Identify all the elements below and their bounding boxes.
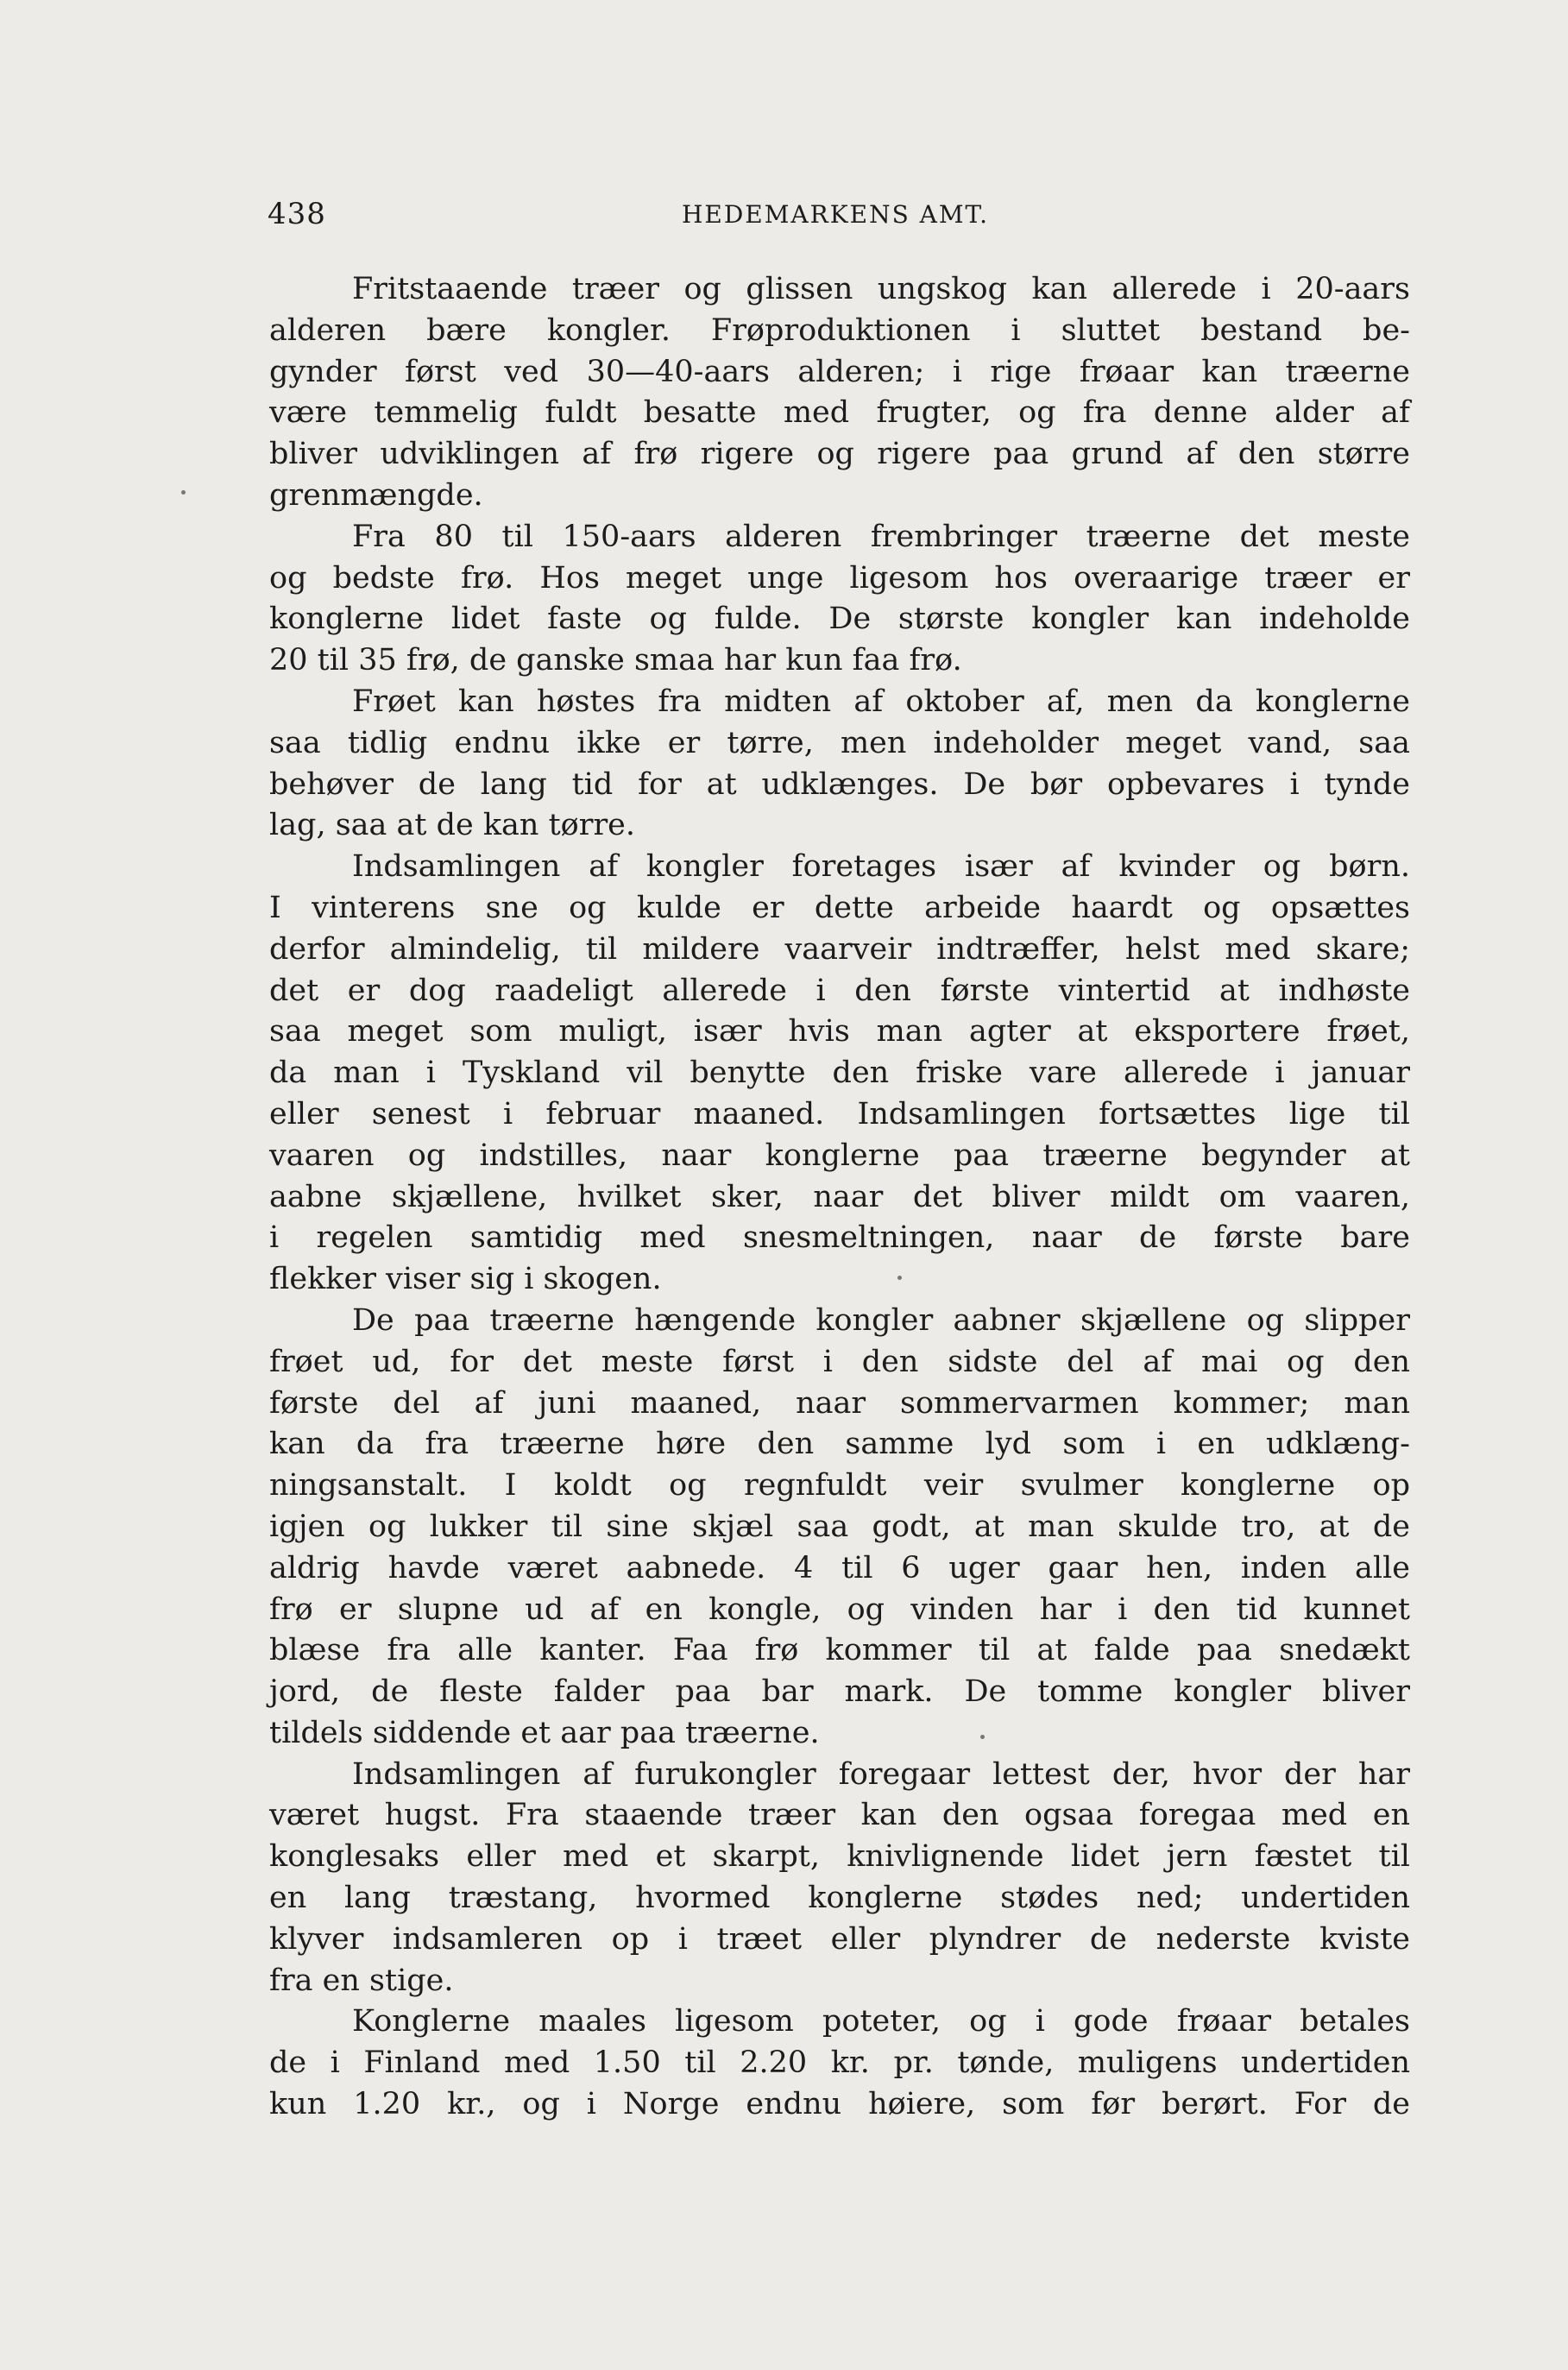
text-line: Indsamlingen af kongler foretages især af kvinder og børn. xyxy=(352,849,1410,885)
text-line: Fra 80 til 150-aars alderen frembringer træerne det meste xyxy=(352,519,1410,554)
text-line: kan da fra træerne høre den samme lyd som i en udklæng- xyxy=(269,1427,1410,1462)
text-line: jord, de fleste falder paa bar mark. De tomme kongler bliver xyxy=(269,1674,1410,1710)
text-line: saa meget som muligt, især hvis man agter at eksportere frøet, xyxy=(269,1014,1410,1049)
text-line: Fritstaaende træer og glissen ungskog kan allerede i 20-aars xyxy=(352,272,1410,306)
body-text xyxy=(269,269,1410,2126)
text-line: flekker viser sig i skogen. xyxy=(269,1262,662,1297)
text-line: været hugst. Fra staaende træer kan den ogsaa foregaa med en xyxy=(269,1798,1410,1833)
text-line: gynder først ved 30—40-aars alderen; i rige frøaar kan træerne xyxy=(269,354,1410,389)
text-line: aldrig havde været aabnede. 4 til 6 uger gaar hen, inden alle xyxy=(269,1550,1410,1585)
text-line: frø er slupne ud af en kongle, og vinden har i den tid kunnet xyxy=(269,1592,1410,1627)
text-line: konglesaks eller med et skarpt, knivlignende lidet jern fæstet til xyxy=(269,1839,1410,1875)
text-line: Frøet kan høstes fra midten af oktober af, men da konglerne xyxy=(352,684,1410,719)
text-line: fra en stige. xyxy=(269,1963,454,1998)
print-speck xyxy=(980,1735,985,1739)
text-line: saa tidlig endnu ikke er tørre, men indeholder meget vand, saa xyxy=(269,725,1410,760)
text-line: i regelen samtidig med snesmeltningen, naar de første bare xyxy=(269,1220,1410,1256)
text-line: alderen bære kongler. Frøproduktionen i sluttet bestand be- xyxy=(269,312,1410,348)
text-line: lag, saa at de kan tørre. xyxy=(269,808,636,843)
text-line: ningsanstalt. I koldt og regnfuldt veir svulmer konglerne op xyxy=(269,1468,1410,1503)
text-line: være temmelig fuldt besatte med frugter, og fra denne alder af xyxy=(269,395,1410,431)
print-speck xyxy=(897,1276,902,1280)
text-line: Konglerne maales ligesom poteter, og i gode frøaar betales xyxy=(352,2004,1410,2039)
text-line: 20 til 35 frø, de ganske smaa har kun faa frø. xyxy=(269,643,962,678)
text-line: bliver udviklingen af frø rigere og rigere paa grund af den større xyxy=(269,437,1410,472)
running-title: HEDEMARKENS AMT. xyxy=(682,200,990,229)
page-number: 438 xyxy=(268,197,326,231)
text-line: blæse fra alle kanter. Faa frø kommer til at falde paa snedækt xyxy=(269,1633,1410,1668)
text-line: frøet ud, for det meste først i den sidste del af mai og den xyxy=(269,1344,1410,1379)
text-line: De paa træerne hængende kongler aabner skjællene og slipper xyxy=(352,1302,1410,1338)
text-line: de i Finland med 1.50 til 2.20 kr. pr. tønde, muligens undertiden xyxy=(269,2045,1410,2081)
text-line: det er dog raadeligt allerede i den første vintertid at indhøste xyxy=(269,973,1410,1008)
text-line: og bedste frø. Hos meget unge ligesom hos overaarige træer er xyxy=(269,560,1410,596)
text-line: vaaren og indstilles, naar konglerne paa træerne begynder at xyxy=(269,1138,1410,1173)
text-line: aabne skjællene, hvilket sker, naar det bliver mildt om vaaren, xyxy=(269,1179,1410,1214)
print-speck xyxy=(181,490,186,495)
text-line: en lang træstang, hvormed konglerne stødes ned; undertiden xyxy=(269,1881,1410,1916)
text-line: første del af juni maaned, naar sommervarmen kommer; man xyxy=(269,1385,1410,1421)
text-line: behøver de lang tid for at udklænges. De bør opbevares i tynde xyxy=(269,766,1410,802)
text-line: klyver indsamleren op i træet eller plyndrer de nederste kviste xyxy=(269,1921,1410,1957)
text-line: Indsamlingen af furukongler foregaar lettest der, hvor der har xyxy=(352,1756,1410,1792)
text-line: I vinterens sne og kulde er dette arbeide haardt og opsættes xyxy=(269,890,1410,925)
text-line: derfor almindelig, til mildere vaarveir indtræffer, helst med skare; xyxy=(269,931,1410,967)
text-line: igjen og lukker til sine skjæl saa godt, at man skulde tro, at de xyxy=(269,1509,1410,1544)
text-line: tildels siddende et aar paa træerne. xyxy=(269,1715,820,1750)
text-line: da man i Tyskland vil benytte den friske vare allerede i januar xyxy=(269,1056,1410,1091)
text-line: kun 1.20 kr., og i Norge endnu høiere, som før berørt. For de xyxy=(269,2087,1410,2122)
text-line: grenmængde. xyxy=(269,477,483,513)
text-line: konglerne lidet faste og fulde. De største kongler kan indeholde xyxy=(269,602,1410,637)
running-head xyxy=(268,197,1415,240)
text-line: eller senest i februar maaned. Indsamlingen fortsættes lige til xyxy=(269,1096,1410,1131)
